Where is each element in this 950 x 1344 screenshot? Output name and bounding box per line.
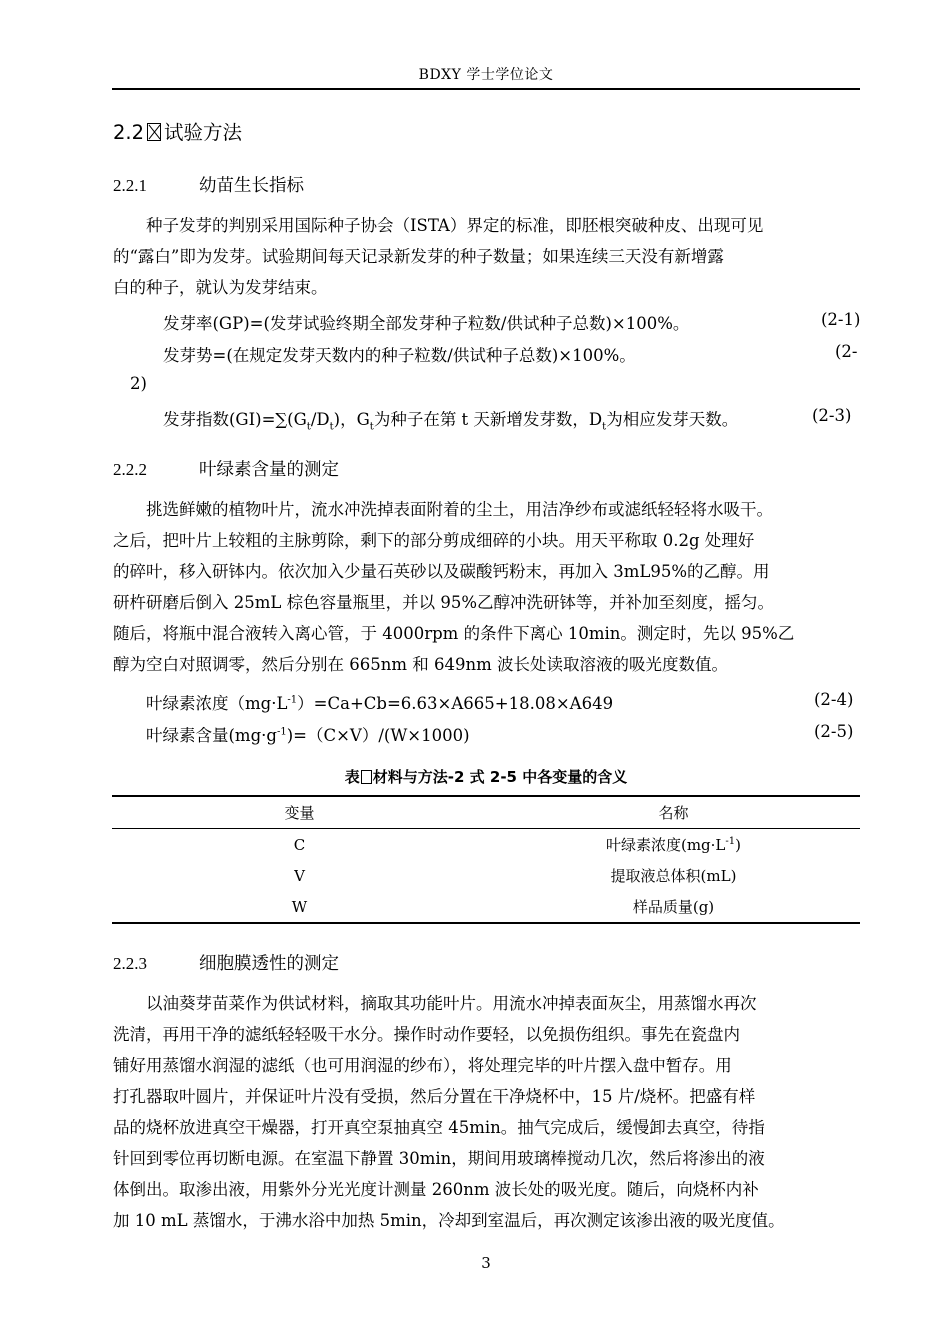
table-cell: W [291,897,308,916]
text-line: 随后，将瓶中混合液转入离心管，于 4000rpm 的条件下离心 10min。测定时，先以 95%乙 [113,624,795,643]
formula-text: 为种子在第 t 天新增发芽数，D [373,410,603,429]
caption-text: 材料与方法-2 式 2-5 中各变量的含义 [372,768,628,786]
subsection-title: 幼苗生长指标 [199,176,304,196]
formula-2-2: 发芽势=(在规定发芽天数内的种子粒数/供试种子总数)×100%。 [163,346,636,365]
cell-text: 样品质量(g) [632,898,715,916]
cell-text: 叶绿素浓度(mg·L [605,836,726,854]
formula-text: /D [310,410,330,429]
section-number: 2.2 [113,121,145,144]
text-line: 挑选鲜嫩的植物叶片，流水冲洗掉表面附着的尘土，用洁净纱布或滤纸轻轻将水吸干。 [146,500,773,519]
caption-text: 表 [344,768,360,786]
column-header: 名称 [658,804,689,822]
formula-2-1: 发芽率(GP)=(发芽试验终期全部发芽种子粒数/供试种子总数)×100%。 [163,314,690,333]
table-header-row [112,796,860,829]
formula-2-4 [146,690,613,714]
formula-text: 叶绿素含量(mg·g [146,726,277,745]
formula-text: )，G [333,410,370,429]
equation-number: (2-1) [821,310,861,329]
subscript: t [329,421,334,433]
formula-text: ）=Ca+Cb=6.63×A665+18.08×A649 [297,694,614,713]
subsection-title: 细胞膜透性的测定 [199,954,339,974]
formula-2-5 [146,722,470,746]
subsection-number: 2.2.2 [113,460,147,479]
running-header: BDXY 学士学位论文 [418,67,554,83]
subscript: t [369,421,374,433]
paragraph-germination [113,210,860,303]
text-line: 体倒出。取渗出液，用紫外分光光度计测量 260nm 波长处的吸光度。随后，向烧杯内补 [113,1180,759,1199]
text-line: 品的烧杯放进真空干燥器，打开真空泵抽真空 45min。抽气完成后，缓慢卸去真空，待指 [113,1118,765,1137]
missing-glyph-icon [361,770,372,784]
subsection-number: 2.2.1 [113,176,147,195]
text-line: 加 10 mL 蒸馏水，于沸水浴中加热 5min，冷却到室温后，再次测定该渗出液的吸光度值。 [113,1211,785,1230]
section-title: 试验方法 [164,121,243,144]
table-cell: V [294,866,305,885]
page-number: 3 [481,1254,491,1272]
missing-glyph-icon [147,123,161,141]
text-line: 铺好用蒸馏水润湿的滤纸（也可用润湿的纱布），将处理完毕的叶片摆入盘中暂存。用 [113,1056,732,1075]
formula-text: 为相应发芽天数。 [606,410,739,429]
table-caption [112,766,860,787]
table-row [112,829,860,861]
text-line: 打孔器取叶圆片，并保证叶片没有受损，然后分置在干净烧杯中，15 片/烧杯。把盛有样 [113,1087,756,1106]
superscript: -1 [725,836,736,847]
header-rule [112,88,860,90]
subsection-heading-222 [113,456,339,481]
formula-text: 叶绿素浓度（mg·L [146,694,288,713]
cell-text: ) [735,836,742,854]
superscript: -1 [287,694,298,706]
table-cell [487,860,860,891]
table-cell [487,891,860,923]
text-line: 醇为空白对照调零，然后分别在 665nm 和 649nm 波长处读取溶液的吸光度数值。 [113,655,729,674]
table-cell [487,829,860,861]
text-line: 针回到零位再切断电源。在室温下静置 30min，期间用玻璃棒搅动几次，然后将渗出的液 [113,1149,765,1168]
paragraph-membrane [113,988,860,1236]
superscript: -1 [276,726,287,738]
formula-text: 发芽指数(GI)=∑(G [163,410,307,429]
subscript: t [602,421,607,433]
subsection-title: 叶绿素含量的测定 [199,460,339,480]
text-line: 洗清，再用干净的滤纸轻轻吸干水分。操作时动作要轻，以免损伤组织。事先在瓷盘内 [113,1025,740,1044]
table-cell: C [293,835,306,854]
variables-table [112,795,860,924]
formula-text: )=（C×V）/(W×1000) [286,726,470,745]
formula-2-3 [163,406,738,432]
section-heading [113,117,242,145]
equation-number: 2) [130,374,147,393]
paragraph-chlorophyll [113,494,860,680]
subsection-heading-221 [113,172,304,197]
equation-number: (2-3) [812,406,852,425]
equation-number: (2-4) [814,690,854,709]
text-line: 的“露白”即为发芽。试验期间每天记录新发芽的种子数量；如果连续三天没有新增露 [113,247,724,266]
text-line: 研杵研磨后倒入 25mL 棕色容量瓶里，并以 95%乙醇冲洗研钵等，并补加至刻度，摇匀。 [113,593,775,612]
table-row [112,860,860,891]
subscript: t [306,421,311,433]
subsection-number: 2.2.3 [113,954,147,973]
text-line: 白的种子，就认为发芽结束。 [113,278,328,297]
subsection-heading-223 [113,950,339,975]
text-line: 种子发芽的判别采用国际种子协会（ISTA）界定的标准，即胚根突破种皮、出现可见 [146,216,764,235]
table-row [112,891,860,923]
column-header: 变量 [284,804,315,822]
text-line: 的碎叶，移入研钵内。依次加入少量石英砂以及碳酸钙粉末，再加入 3mL95%的乙醇。用 [113,562,770,581]
text-line: 以油葵芽苗菜作为供试材料，摘取其功能叶片。用流水冲掉表面灰尘，用蒸馏水再次 [146,994,757,1013]
equation-number: (2-5) [814,722,854,741]
text-line: 之后，把叶片上较粗的主脉剪除，剩下的部分剪成细碎的小块。用天平称取 0.2g 处理好 [113,531,755,550]
equation-number: (2- [835,342,858,361]
cell-text: 提取液总体积(mL) [610,867,737,885]
